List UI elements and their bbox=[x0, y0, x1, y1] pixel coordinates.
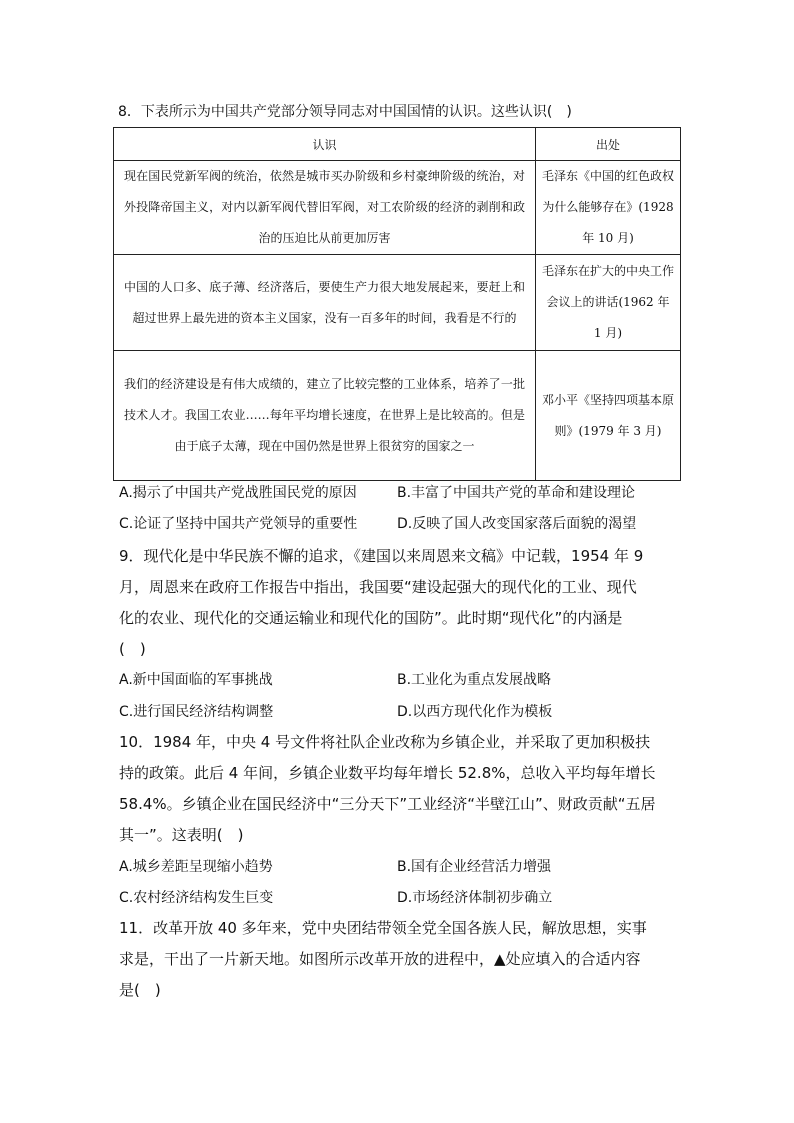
q9-line-1: 9．现代化是中华民族不懈的追求，《建国以来周恩来文稿》中记载，1954 年 9 bbox=[119, 547, 644, 565]
row-1-text: 现在国民党新军阀的统治，依然是城市买办阶级和乡村豪绅阶级的统治，对外投降帝国主义，对内以新军阀代替旧军阀，对工农阶级的经济的剥削和政治的压迫比从前更加厉害 bbox=[114, 161, 536, 255]
row-2-source: 毛泽东在扩大的中央工作会议上的讲话(1962 年 1 月) bbox=[536, 255, 681, 351]
q9-option-d[interactable]: D.以西方现代化作为模板 bbox=[397, 704, 553, 720]
q11-line-1: 11．改革开放 40 多年来，党中央团结带领全党全国各族人民，解放思想，实事 bbox=[119, 919, 647, 937]
q10-option-d[interactable]: D.市场经济体制初步确立 bbox=[397, 890, 553, 906]
q8-stem: 8．下表所示为中国共产党部分领导同志对中国国情的认识。这些认识( ) bbox=[118, 104, 572, 120]
q10-option-a[interactable]: A.城乡差距呈现缩小趋势 bbox=[119, 859, 273, 875]
header-cognition: 认识 bbox=[114, 128, 536, 161]
row-3-source: 邓小平《坚持四项基本原则》(1979 年 3 月) bbox=[536, 351, 681, 481]
q8-table bbox=[113, 127, 681, 481]
q8-option-b[interactable]: B.丰富了中国共产党的革命和建设理论 bbox=[397, 485, 636, 501]
table-row bbox=[114, 161, 681, 255]
q9-option-b[interactable]: B.工业化为重点发展战略 bbox=[397, 672, 552, 688]
q10-line-4: 其一”。这表明( ) bbox=[119, 826, 244, 844]
q10-option-c[interactable]: C.农村经济结构发生巨变 bbox=[119, 890, 274, 906]
q8-option-d[interactable]: D.反映了国人改变国家落后面貌的渴望 bbox=[397, 516, 637, 532]
q10-line-1: 10．1984 年，中央 4 号文件将社队企业改称为乡镇企业，并采取了更加积极扶 bbox=[119, 733, 651, 751]
row-2-text: 中国的人口多、底子薄、经济落后，要使生产力很大地发展起来，要赶上和超过世界上最先进的资本主义国家，没有一百多年的时间，我看是不行的 bbox=[114, 255, 536, 351]
q8-option-a[interactable]: A.揭示了中国共产党战胜国民党的原因 bbox=[119, 485, 357, 501]
q10-option-b[interactable]: B.国有企业经营活力增强 bbox=[397, 859, 552, 875]
q9-line-2: 月，周恩来在政府工作报告中指出，我国要“建设起强大的现代化的工业、现代 bbox=[119, 578, 637, 596]
q8-option-c[interactable]: C.论证了坚持中国共产党领导的重要性 bbox=[119, 516, 358, 532]
q9-line-4: ( ) bbox=[119, 640, 146, 658]
row-1-source: 毛泽东《中国的红色政权为什么能够存在》(1928 年 10 月) bbox=[536, 161, 681, 255]
q10-line-2: 持的政策。此后 4 年间，乡镇企业数平均每年增长 52.8%，总收入平均每年增长 bbox=[119, 764, 656, 782]
q9-option-c[interactable]: C.进行国民经济结构调整 bbox=[119, 704, 274, 720]
header-source: 出处 bbox=[536, 128, 681, 161]
q9-line-3: 化的农业、现代化的交通运输业和现代化的国防”。此时期“现代化”的内涵是 bbox=[119, 609, 623, 627]
q11-line-2: 求是，干出了一片新天地。如图所示改革开放的进程中，▲处应填入的合适内容 bbox=[119, 950, 641, 968]
table-row bbox=[114, 255, 681, 351]
q10-line-3: 58.4%。乡镇企业在国民经济中“三分天下”工业经济“半壁江山”、财政贡献“五居 bbox=[119, 795, 656, 813]
q11-line-3: 是( ) bbox=[119, 981, 161, 999]
row-3-text: 我们的经济建设是有伟大成绩的，建立了比较完整的工业体系，培养了一批技术人才。我国工农业……每年平均增长速度，在世界上是比较高的。但是由于底子太薄，现在中国仍然是世界上很贫穷的国家之一 bbox=[114, 351, 536, 481]
table-row bbox=[114, 351, 681, 481]
table-header-row bbox=[114, 128, 681, 161]
q9-option-a[interactable]: A.新中国面临的军事挑战 bbox=[119, 672, 273, 688]
